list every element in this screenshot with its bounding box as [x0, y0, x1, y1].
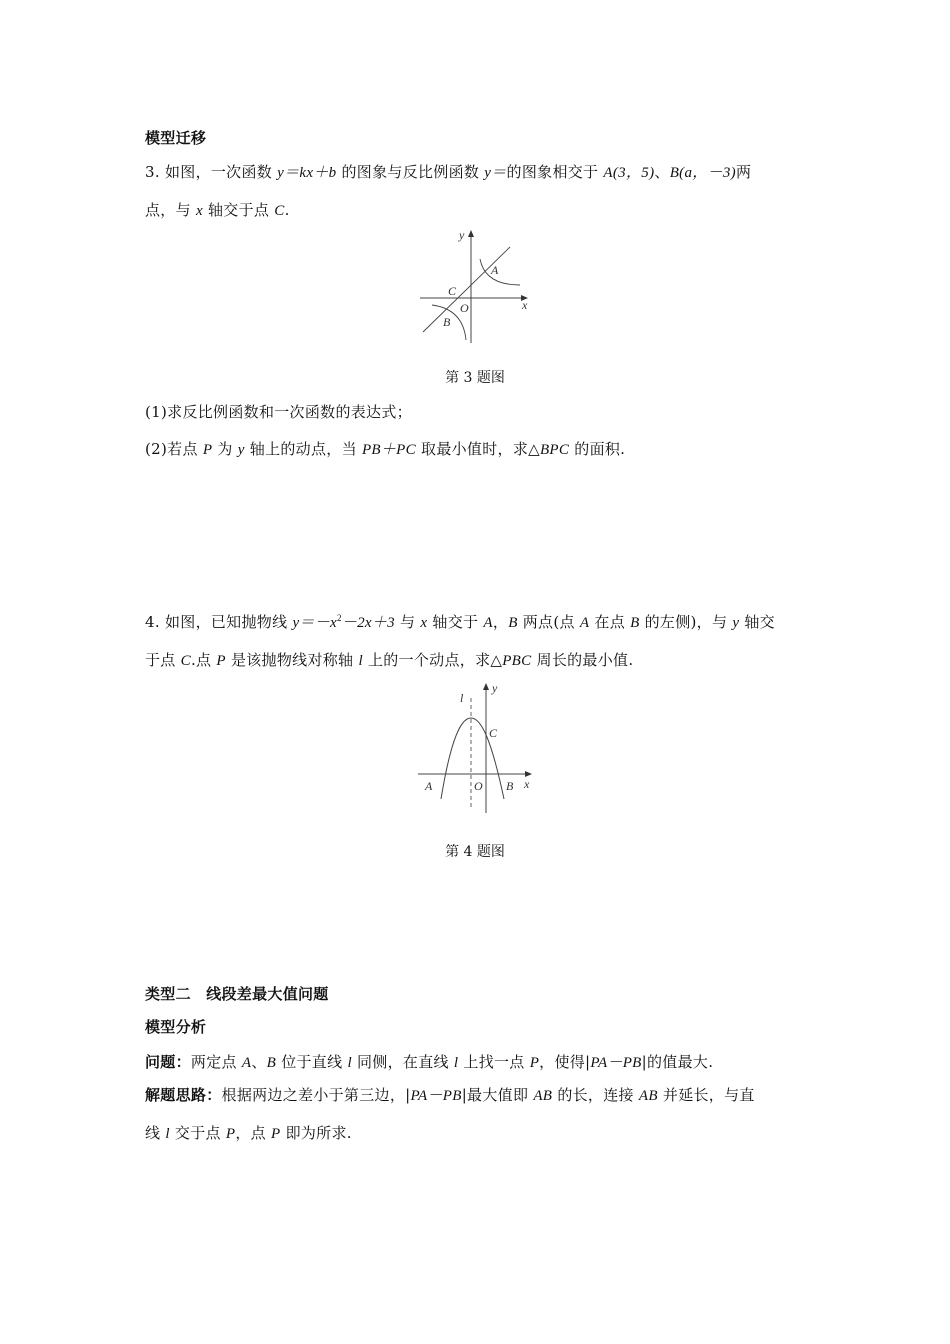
problem-t7: |的值最大. [641, 1053, 714, 1071]
q3-part2 [145, 439, 625, 460]
q3-mid2: 的图象相交于 [506, 163, 604, 181]
problem-t4: 同侧，在直线 [351, 1053, 454, 1071]
solution-expr: PA－PB [410, 1088, 462, 1104]
label-l: l [460, 691, 464, 705]
figure-4-caption: 第 4 题图 [445, 844, 505, 860]
q4-prefix: 4. 如图，已知抛物线 [145, 613, 293, 631]
q4-text-line2 [145, 650, 633, 671]
q3-text-line2 [145, 200, 290, 221]
q4-mid3: 两点(点 [517, 613, 580, 631]
q3-inverse-eq: y＝ [484, 165, 507, 181]
q3-point-c: C [274, 203, 285, 219]
q3-line2-suffix: . [284, 201, 290, 219]
q4-mid5: 的左侧)，与 [639, 613, 733, 631]
q3-var-y: y [237, 442, 245, 458]
label-y: y [459, 228, 465, 242]
figure-3-graph [415, 225, 535, 350]
problem-t6: ，使得| [539, 1053, 591, 1071]
q4-mid: 与 [394, 613, 421, 631]
solution-t3: 的长，连接 [552, 1086, 639, 1104]
problem-t1: 两定点 [190, 1053, 242, 1071]
figure-4-graph [413, 678, 538, 818]
q3-sep: 、 [654, 163, 670, 181]
label-y: y [492, 681, 498, 695]
label-c: C [448, 284, 457, 298]
q4-mid2: 轴交于 [427, 613, 484, 631]
problem-point-a: A [241, 1055, 252, 1071]
q4-point-b2: B [630, 615, 640, 631]
problem-point-p: P [529, 1055, 540, 1071]
solution-segment-ab2: AB [638, 1088, 658, 1104]
solution-line2-t2: 交于点 [169, 1124, 226, 1142]
q4-triangle: PBC [502, 653, 532, 669]
label-o: O [474, 779, 483, 793]
q3-suffix: 两 [735, 163, 752, 181]
q4-line2-suffix: 周长的最小值. [531, 651, 634, 669]
q3-prefix: 3. 如图，一次函数 [145, 163, 278, 181]
solution-line1 [145, 1085, 755, 1106]
q4-eq-sup: 2 [336, 613, 342, 623]
problem-t3: 位于直线 [276, 1053, 348, 1071]
q4-comma: ， [492, 613, 509, 631]
problem-expr: PA－PB [590, 1055, 642, 1071]
q4-axis-l: l [358, 653, 363, 669]
label-x: x [522, 298, 528, 312]
solution-segment-ab: AB [533, 1088, 553, 1104]
q3-point-a: A(3，5) [603, 165, 655, 181]
q3-var-x: x [195, 203, 203, 219]
solution-t1: 根据两边之差小于第三边，| [221, 1086, 411, 1104]
q4-line2-mid: .点 [190, 651, 217, 669]
solution-label: 解题思路： [145, 1086, 222, 1104]
linear-function-line [423, 247, 510, 332]
label-c: C [489, 726, 498, 740]
q4-point-b: B [508, 615, 518, 631]
q4-var-y: y [732, 615, 740, 631]
problem-statement [145, 1052, 713, 1073]
q3-line2-mid: 轴交于点 [202, 201, 275, 219]
q4-eq-b: －2x＋3 [341, 615, 395, 631]
problem-label: 问题： [145, 1053, 191, 1071]
q3-triangle: BPC [539, 442, 570, 458]
problem-t2: 、 [251, 1053, 267, 1071]
q4-suffix: 轴交 [739, 613, 775, 631]
q4-text-line1 [145, 612, 775, 633]
figure-3-caption: 第 3 题图 [445, 370, 505, 386]
solution-line2-t4: 即为所求. [280, 1124, 352, 1142]
label-b: B [506, 779, 514, 793]
q3-linear-eq: y＝kx＋b [277, 165, 337, 181]
q3-line2-prefix: 点，与 [145, 201, 196, 219]
section-heading-type-two: 类型二 线段差最大值问题 [145, 985, 329, 1003]
q4-point-c: C [180, 653, 191, 669]
solution-line2-t1: 线 [145, 1124, 166, 1142]
q3-part2-prefix: (2)若点 [145, 440, 203, 458]
q3-text-line1 [145, 162, 751, 183]
solution-line2 [145, 1123, 352, 1144]
q4-point-p: P [216, 653, 226, 669]
q3-part1: (1)求反比例函数和一次函数的表达式； [145, 403, 412, 421]
subheading-model-analysis: 模型分析 [145, 1018, 207, 1036]
label-a: A [491, 263, 499, 277]
label-b: B [443, 315, 451, 329]
problem-t5: 上找一点 [458, 1053, 530, 1071]
solution-point-p: P [225, 1126, 236, 1142]
q4-mid4: 在点 [589, 613, 631, 631]
solution-t2: |最大值即 [461, 1086, 534, 1104]
label-o: O [460, 301, 469, 315]
problem-line-l: l [347, 1055, 352, 1071]
problem-point-b: B [266, 1055, 277, 1071]
solution-line2-t3: ，点 [235, 1124, 272, 1142]
solution-t4: 并延长，与直 [657, 1086, 755, 1104]
label-x: x [524, 777, 530, 791]
solution-line-l: l [165, 1126, 170, 1142]
problem-line-l2: l [453, 1055, 459, 1071]
q4-point-a2: A [579, 615, 590, 631]
label-a: A [425, 779, 433, 793]
q3-part2-mid2: 轴上的动点，当 [244, 440, 362, 458]
q3-point-p: P [202, 442, 213, 458]
q3-mid: 的图象与反比例函数 [336, 163, 485, 181]
solution-point-p2: P [271, 1126, 281, 1142]
q4-line2-prefix: 于点 [145, 651, 181, 669]
hyperbola-branch-upper [480, 259, 520, 285]
q3-point-b: B(a，－3) [669, 165, 736, 181]
q4-point-a: A [483, 615, 493, 631]
q3-part2-mid1: 为 [212, 440, 238, 458]
q3-expr: PB＋PC [361, 442, 416, 458]
q3-part2-mid3: 取最小值时，求△ [415, 440, 540, 458]
section-heading-model-transfer: 模型迁移 [145, 129, 207, 147]
q4-line2-mid3: 上的一个动点，求△ [362, 651, 503, 669]
q4-line2-mid2: 是该抛物线对称轴 [225, 651, 359, 669]
q4-var-x: x [420, 615, 428, 631]
q3-part2-suffix: 的面积. [569, 440, 626, 458]
q4-eq-a: y＝－x [292, 615, 337, 631]
